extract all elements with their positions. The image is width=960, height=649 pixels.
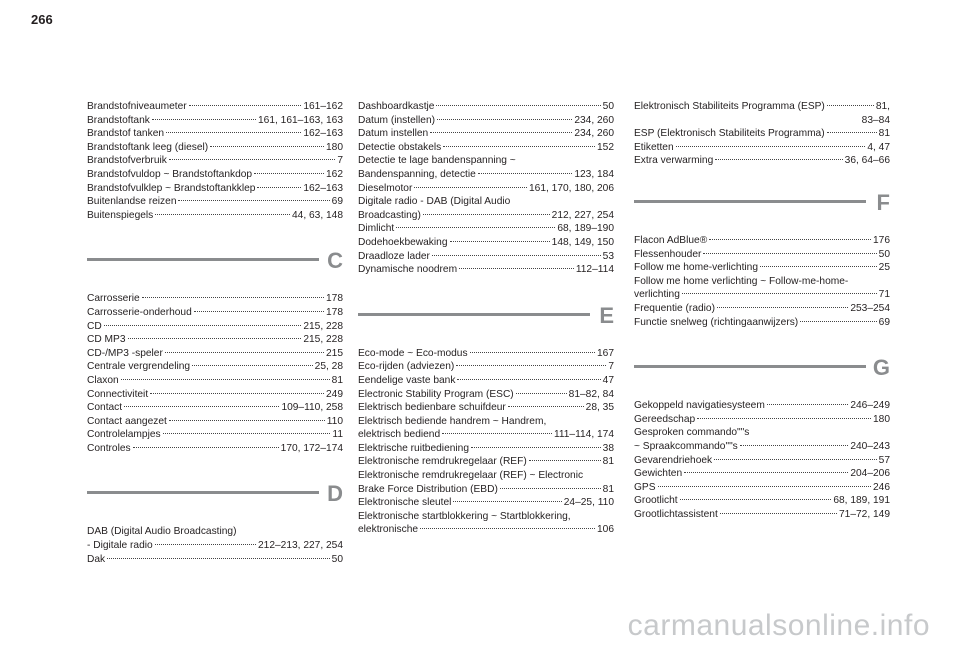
list-item [87,195,343,209]
entry-label: Gereedschap [634,413,696,425]
list-item [87,360,343,374]
entry-label: Controles [87,442,131,454]
list-item [87,442,343,456]
entry-label: Contact aangezet [87,415,167,427]
list-item [358,100,614,114]
entry-label: Brandstofvulklep ~ Brandstoftankklep [87,182,256,194]
entry-label: Brandstofniveaumeter [87,101,187,112]
entry-label: Dieselmotor [358,182,413,194]
entry-pages: 161, 161–163, 163 [258,114,343,126]
section-letter: D [327,481,343,507]
entry-label: Detectie te lage bandenspanning ~ [358,155,516,167]
list-item [634,426,890,453]
watermark: carmanualsonline.info [627,609,930,642]
entry-pages: 7 [608,361,614,373]
entry-pages: 123, 184 [574,168,614,180]
entry-label: CD MP3 [87,334,126,346]
entry-label: Elektrische ruitbediening [358,442,469,454]
entry-label: Digitale radio - DAB (Digital Audio [358,196,511,208]
entry-pages: 57 [878,454,890,466]
entry-label: Etiketten [634,141,674,153]
list-item [358,141,614,155]
entry-pages: 81 [331,374,343,386]
entry-pages: 178 [326,293,343,305]
entry-pages: 81, [875,101,890,112]
entry-label: Brandstoftank leeg (diesel) [87,141,209,153]
entry-pages: 161–162 [303,101,343,112]
entry-label: Brake Force Distribution (EBD) [358,483,498,495]
list-item [87,100,343,114]
list-item [87,127,343,141]
entry-label: verlichting [634,289,680,301]
entry-pages: 234, 260 [574,114,614,126]
entry-pages: 109–110, 258 [281,402,343,414]
section-letter: F [876,189,890,215]
list-item [358,222,614,236]
entry-label: Draadloze lader [358,250,430,262]
list-item [634,100,890,127]
entry-pages: 28, 35 [585,402,614,414]
entry-label: Functie snelweg (richtingaanwijzers) [634,316,799,328]
entry-label: ESP (Elektronisch Stabiliteits Programma) [634,128,825,140]
page-number: 266 [31,12,53,27]
entry-label: Elektrisch bediende handrem ~ Handrem, [358,415,547,427]
list-item [358,374,614,388]
entry-label: Follow me home-verlichting [634,262,758,274]
list-item [634,248,890,262]
entry-label: CD-/MP3 -speler [87,347,163,359]
entry-label: Claxon [87,374,119,386]
entry-pages: 24–25, 110 [563,497,614,509]
list-item [87,553,343,567]
list-item [87,401,343,415]
list-item [87,209,343,223]
divider-line [634,365,866,368]
list-item [358,442,614,456]
entry-label: Flacon AdBlue® [634,234,708,246]
index-column-2 [358,100,614,537]
entry-pages: 204–206 [850,468,890,480]
list-item [634,494,890,508]
entry-pages: 167 [597,347,614,359]
entry-pages: 81 [602,483,614,495]
divider-line [358,313,590,316]
entry-pages: 170, 172–174 [280,442,343,454]
entry-pages: 215, 228 [303,320,343,332]
entry-label: - Digitale radio [87,540,153,552]
entry-label: DAB (Digital Audio Broadcasting) [87,526,237,538]
list-item [87,388,343,402]
entry-pages: 4, 47 [867,141,890,153]
list-item [634,508,890,522]
entry-label: Detectie obstakels [358,141,442,153]
list-item [87,292,343,306]
entry-label: Elektronische startblokkering ~ Startblokkering, [358,510,571,522]
entry-pages: 240–243 [850,440,890,452]
entry-label: Grootlichtassistent [634,508,718,520]
entry-pages: 112–114 [575,264,614,276]
entry-label: Carrosserie [87,293,140,305]
entry-label: Bandenspanning, detectie [358,168,476,180]
entry-pages: 81 [878,128,890,140]
list-item [634,413,890,427]
entry-label: Flessenhouder [634,248,702,260]
list-item [358,182,614,196]
entry-label: Connectiviteit [87,388,149,400]
entry-pages: 50 [878,248,890,260]
entry-pages: 180 [873,413,890,425]
list-item [87,306,343,320]
list-item [358,263,614,277]
entry-label: Gevarendriehoek [634,454,713,466]
entry-pages: 44, 63, 148 [292,209,343,221]
section-divider-d [87,469,343,525]
entry-pages: 68, 189–190 [557,223,614,235]
entry-label: Buitenlandse reizen [87,196,177,208]
list-item [634,481,890,495]
entry-pages: 246–249 [850,400,890,412]
entry-label: Dashboardkastje [358,101,435,112]
entry-pages: 81–82, 84 [568,388,614,400]
entry-label: Elektronische sleutel [358,497,452,509]
entry-label: Carrosserie-onderhoud [87,306,192,318]
entry-pages: 25, 28 [314,361,343,373]
list-item [634,467,890,481]
section-letter: G [872,355,890,381]
list-item [87,525,343,552]
section-divider-f [634,178,890,234]
list-item [358,388,614,402]
divider-line [634,200,866,203]
entry-label: Elektronisch Stabiliteits Programma (ESP) [634,101,825,112]
list-item [87,374,343,388]
list-item [358,114,614,128]
entry-label: Broadcasting) [358,209,421,221]
list-item [358,250,614,264]
entry-pages: 212–213, 227, 254 [258,540,343,552]
entry-label: Extra verwarming [634,155,714,167]
entry-pages: 178 [326,306,343,318]
entry-label: ~ Spraakcommando""s [634,440,738,452]
entry-label: Eendelige vaste bank [358,374,456,386]
index-column-3 [634,100,890,521]
entry-pages: 162–163 [303,128,343,140]
section-letter: C [327,248,343,274]
list-item [358,236,614,250]
entry-pages: 215, 228 [303,334,343,346]
entry-pages: 152 [597,141,614,153]
entry-pages: 7 [337,155,343,167]
entry-label: Brandstofvuldop ~ Brandstoftankdop [87,168,253,180]
list-item [634,154,890,168]
list-item [87,347,343,361]
entry-label: Buitenspiegels [87,209,154,221]
list-item [634,275,890,302]
list-item [358,415,614,442]
entry-label: Dodehoekbewaking [358,236,448,248]
list-item [634,141,890,155]
section-divider-e [358,291,614,347]
list-item [358,510,614,537]
entry-label: Eco-rijden (adviezen) [358,361,455,373]
entry-label: Elektronische remdrukregelaar (REF) [358,456,527,468]
list-item [87,114,343,128]
entry-label: Dak [87,553,106,565]
entry-label: Follow me home verlichting ~ Follow-me-home- [634,275,849,287]
index-column-1 [87,100,343,566]
entry-label: Centrale vergrendeling [87,361,191,373]
entry-pages: 212, 227, 254 [551,209,614,221]
entry-label: GPS [634,481,656,493]
list-item [358,347,614,361]
divider-line [87,258,319,261]
divider-line [87,491,319,494]
entry-pages: 162–163 [303,182,343,194]
list-item [358,154,614,181]
list-item [634,399,890,413]
entry-pages: 69 [331,196,343,208]
entry-label: Elektrisch bedienbare schuifdeur [358,402,506,414]
entry-pages: 106 [597,524,614,536]
entry-label: Grootlicht [634,495,678,507]
entry-pages: 246 [873,481,890,493]
entry-label: elektrisch bediend [358,429,441,441]
list-item [358,127,614,141]
entry-label: Dynamische noodrem [358,264,458,276]
entry-label: Frequentie (radio) [634,302,715,314]
entry-pages: 47 [602,374,614,386]
list-item [358,195,614,222]
entry-pages: 215 [326,347,343,359]
section-divider-c [87,236,343,292]
entry-pages: 11 [332,429,343,441]
entry-pages: 25 [878,262,890,274]
entry-pages: 111–114, 174 [553,429,614,441]
entry-pages: 69 [878,316,890,328]
entry-pages: 176 [873,234,890,246]
entry-pages: 161, 170, 180, 206 [529,182,614,194]
entry-pages: 249 [326,388,343,400]
entry-label: Gekoppeld navigatiesysteem [634,400,765,412]
entry-label: CD [87,320,102,332]
entry-pages: 53 [602,250,614,262]
entry-label: Elektronische remdrukregelaar (REF) ~ Electronic [358,470,584,482]
entry-label: Eco-mode ~ Eco-modus [358,347,468,359]
entry-pages: 81 [602,456,614,468]
list-item [634,302,890,316]
section-letter: E [599,302,614,328]
list-item [87,168,343,182]
list-item [634,234,890,248]
entry-label: Dimlicht [358,223,395,235]
list-item [87,415,343,429]
entry-label: Brandstoftank [87,114,150,126]
entry-pages: 68, 189, 191 [833,495,890,507]
entry-pages: 50 [331,553,343,565]
list-item [87,154,343,168]
entry-pages: 180 [326,141,343,153]
entry-pages: 71 [878,289,890,301]
list-item [87,182,343,196]
list-item [358,469,614,496]
list-item [634,316,890,330]
entry-pages: 110 [326,415,343,427]
entry-pages: 83–84 [861,114,890,126]
entry-label: Brandstofverbruik [87,155,167,167]
entry-pages: 50 [602,101,614,112]
entry-pages: 234, 260 [574,128,614,140]
list-item [358,455,614,469]
list-item [87,428,343,442]
entry-label: Datum instellen [358,128,429,140]
entry-pages: 71–72, 149 [839,508,890,520]
list-item [87,320,343,334]
entry-label: Gewichten [634,468,683,480]
list-item [634,261,890,275]
entry-pages: 253–254 [850,302,890,314]
section-divider-g [634,343,890,399]
list-item [87,333,343,347]
list-item [358,401,614,415]
entry-pages: 38 [602,442,614,454]
list-item [634,454,890,468]
list-item [358,496,614,510]
entry-label: Contact [87,402,123,414]
list-item [634,127,890,141]
list-item [358,360,614,374]
list-item [87,141,343,155]
entry-pages: 148, 149, 150 [551,236,614,248]
entry-label: Electronic Stability Program (ESC) [358,388,514,400]
entry-label: Datum (instellen) [358,114,435,126]
entry-pages: 36, 64–66 [844,155,890,167]
entry-pages: 162 [326,168,343,180]
entry-label: Gesproken commando""s [634,427,750,439]
entry-label: Brandstof tanken [87,128,165,140]
entry-label: elektronische [358,524,419,536]
entry-label: Controlelampjes [87,429,161,441]
